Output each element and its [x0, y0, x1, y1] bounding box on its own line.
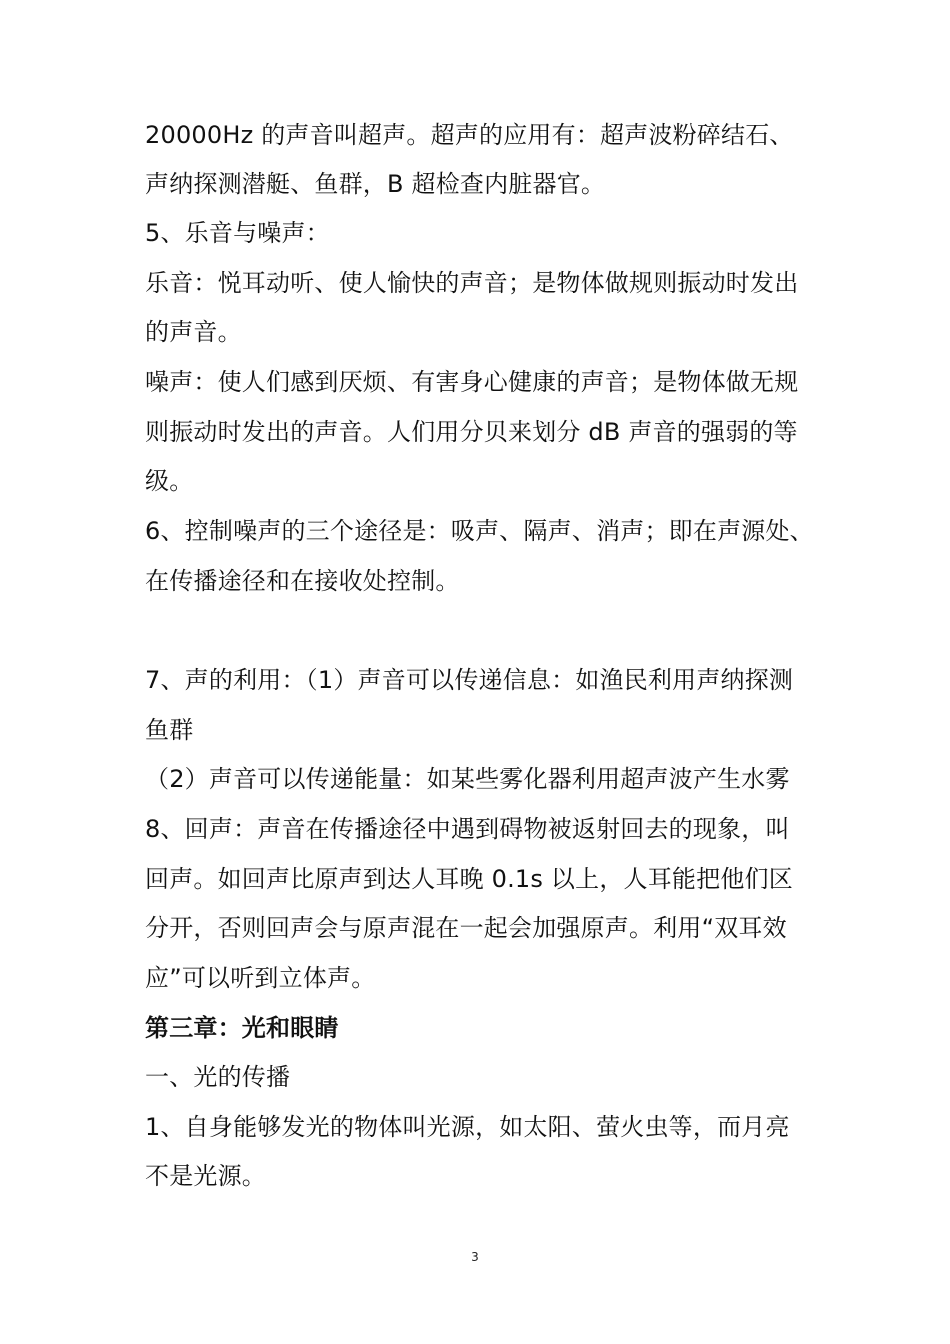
text-line: 噪声：使人们感到厌烦、有害身心健康的声音；是物体做无规 — [145, 368, 799, 396]
text-line: 回声。如回声比原声到达人耳晚 0.1s 以上，人耳能把他们区 — [145, 865, 793, 893]
text-line: 8、回声：声音在传播途径中遇到碍物被返射回去的现象，叫 — [145, 815, 790, 843]
text-line: 在传播途径和在接收处控制。 — [145, 567, 460, 595]
text-line: 级。 — [145, 467, 194, 495]
text-line: （2）声音可以传递能量：如某些雾化器利用超声波产生水雾 — [145, 765, 790, 793]
text-line: 20000Hz 的声音叫超声。超声的应用有：超声波粉碎结石、 — [145, 121, 794, 149]
text-line: 1、自身能够发光的物体叫光源，如太阳、萤火虫等，而月亮 — [145, 1113, 790, 1141]
text-line: 则振动时发出的声音。人们用分贝来划分 dB 声音的强弱的等 — [145, 418, 798, 446]
text-line: 5、乐音与噪声： — [145, 219, 330, 247]
chapter-heading: 第三章：光和眼睛 — [145, 1014, 339, 1042]
text-line: 6、控制噪声的三个途径是：吸声、隔声、消声；即在声源处、 — [145, 517, 814, 545]
text-line: 声纳探测潜艇、鱼群，B 超检查内脏器官。 — [145, 170, 606, 198]
text-line: 7、声的利用：（1）声音可以传递信息：如渔民利用声纳探测 — [145, 666, 794, 694]
text-line: 鱼群 — [145, 716, 194, 744]
section-heading: 一、光的传播 — [145, 1063, 291, 1091]
text-line: 分开，否则回声会与原声混在一起会加强原声。利用“双耳效 — [145, 914, 787, 942]
text-line: 不是光源。 — [145, 1162, 266, 1190]
page-number: 3 — [471, 1250, 479, 1264]
text-line: 应”可以听到立体声。 — [145, 964, 376, 992]
text-line: 乐音：悦耳动听、使人愉快的声音；是物体做规则振动时发出 — [145, 269, 799, 297]
text-line: 的声音。 — [145, 318, 242, 346]
